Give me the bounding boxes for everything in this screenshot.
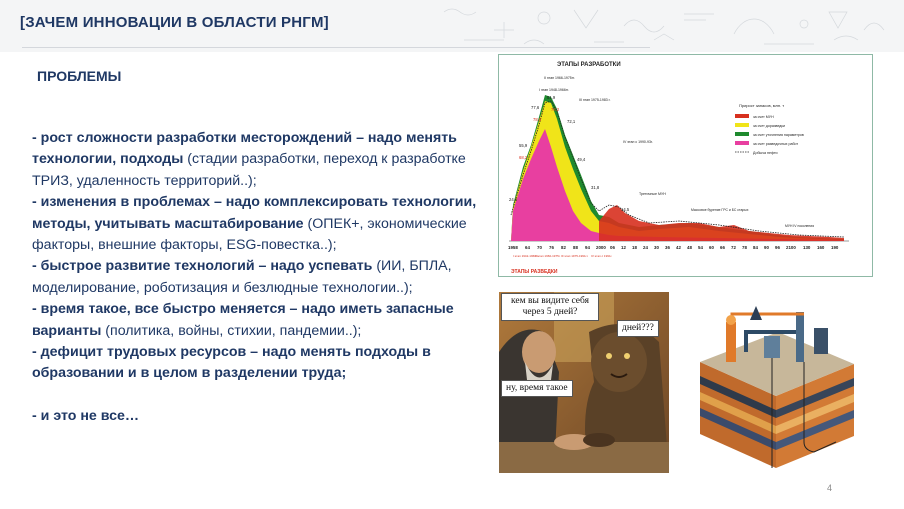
svg-text:14,5: 14,5 xyxy=(621,207,630,212)
svg-text:06: 06 xyxy=(610,245,615,250)
svg-text:за счет разведочных работ: за счет разведочных работ xyxy=(753,142,799,146)
svg-text:190: 190 xyxy=(831,245,839,250)
svg-text:МУН IV поколения: МУН IV поколения xyxy=(785,224,815,228)
list-item: - время такое, все быстро меняется – надо иметь запасные варианты (политика, войны, стихии, пандемии..); xyxy=(32,301,454,339)
title-divider xyxy=(22,47,650,48)
meme-reply-bubble: дней??? xyxy=(617,320,659,337)
svg-text:84: 84 xyxy=(753,245,758,250)
svg-text:18: 18 xyxy=(632,245,637,250)
svg-text:160: 160 xyxy=(817,245,825,250)
chart-image xyxy=(499,55,872,276)
meme-image xyxy=(499,292,669,473)
formula-doodle-decoration xyxy=(434,0,904,52)
svg-text:II этап 1960-1975г.: II этап 1960-1975г. xyxy=(535,254,561,258)
svg-text:36: 36 xyxy=(665,245,670,250)
svg-text:48: 48 xyxy=(687,245,692,250)
page-number: 4 xyxy=(827,483,833,493)
svg-text:24: 24 xyxy=(643,245,648,250)
stage-label: IV этап с 1990-93г. xyxy=(623,140,653,144)
svg-text:IV этап с 1991г.: IV этап с 1991г. xyxy=(591,254,613,258)
svg-text:ЭТАПЫ РАЗВЕДКИ: ЭТАПЫ РАЗВЕДКИ xyxy=(511,269,558,275)
svg-text:за счет МУН: за счет МУН xyxy=(753,115,774,119)
svg-text:Третичные МУН: Третичные МУН xyxy=(639,192,666,196)
svg-text:94: 94 xyxy=(585,245,590,250)
svg-text:51,9: 51,9 xyxy=(547,95,556,100)
svg-text:12: 12 xyxy=(621,245,626,250)
svg-text:за счет доразведки: за счет доразведки xyxy=(753,124,785,128)
svg-text:III этап 1975-1991гг.: III этап 1975-1991гг. xyxy=(561,254,589,258)
svg-text:82: 82 xyxy=(561,245,566,250)
svg-text:Добыча нефти: Добыча нефти xyxy=(753,151,778,155)
svg-text:2100: 2100 xyxy=(786,245,796,250)
chart-title: ЭТАПЫ РАЗРАБОТКИ xyxy=(557,62,621,68)
svg-text:31,8: 31,8 xyxy=(591,185,600,190)
svg-text:70: 70 xyxy=(537,245,542,250)
list-item: - быстрое развитие технологий – надо успевать (ИИ, БПЛА, моделирование, роботизация и безлюдные технологии..); xyxy=(32,258,452,296)
svg-text:77,6: 77,6 xyxy=(531,105,540,110)
svg-text:88: 88 xyxy=(573,245,578,250)
svg-text:64: 64 xyxy=(525,245,530,250)
list-item: - дефицит трудовых ресурсов – надо менять подходы в образовании и в целом в разделении труда; xyxy=(32,344,431,382)
stage-label: II этап 1966-1975гг. xyxy=(544,76,575,80)
svg-text:72,1: 72,1 xyxy=(567,119,576,124)
stage-label: III этап 1975-1983 г. xyxy=(579,98,611,102)
svg-text:Прирост запасов, млн. т: Прирост запасов, млн. т xyxy=(739,103,785,108)
svg-text:78: 78 xyxy=(742,245,747,250)
svg-text:за счет уточнения параметров: за счет уточнения параметров xyxy=(753,133,804,137)
problem-list xyxy=(32,128,477,427)
svg-text:96: 96 xyxy=(775,245,780,250)
meme-question-bubble: кем вы видите себя через 5 дней? xyxy=(501,293,599,321)
list-item: - рост сложности разработки месторождений – надо менять технологии, подходы (стадии разработки, переход к разработке ТРИЗ, удаленность территорий..); xyxy=(32,130,466,189)
svg-text:54: 54 xyxy=(698,245,703,250)
svg-text:60: 60 xyxy=(709,245,714,250)
x-axis-ticks xyxy=(508,245,839,250)
svg-text:72: 72 xyxy=(731,245,736,250)
oilfield-cross-section-image xyxy=(686,292,868,473)
list-item: - изменения в проблемах – надо комплексировать технологии, методы, учитывать масштабирование (ОПЕК+, экономические факторы, внешние факторы, ESG-повестка..); xyxy=(32,194,477,254)
section-heading: ПРОБЛЕМЫ xyxy=(37,68,122,84)
svg-text:90: 90 xyxy=(764,245,769,250)
svg-text:130: 130 xyxy=(803,245,811,250)
closing-line: - и это не все… xyxy=(32,407,140,424)
svg-text:49,4: 49,4 xyxy=(577,157,586,162)
svg-text:68,2: 68,2 xyxy=(519,155,528,160)
stage-label: I этап 1948-1966гг. xyxy=(539,88,569,92)
meme-answer-bubble: ну, время такое xyxy=(501,380,573,397)
slide-title: [ЗАЧЕМ ИННОВАЦИИ В ОБЛАСТИ РНГМ] xyxy=(20,14,329,31)
svg-text:66: 66 xyxy=(720,245,725,250)
development-stages-chart xyxy=(498,54,873,277)
svg-text:42: 42 xyxy=(676,245,681,250)
svg-text:I этап 1942-1960гг.: I этап 1942-1960гг. xyxy=(513,254,539,258)
svg-text:76,2: 76,2 xyxy=(551,107,560,112)
svg-text:55,9: 55,9 xyxy=(519,143,528,148)
svg-text:2000: 2000 xyxy=(596,245,606,250)
svg-text:30: 30 xyxy=(654,245,659,250)
svg-text:76: 76 xyxy=(549,245,554,250)
svg-text:1958: 1958 xyxy=(508,245,518,250)
svg-text:78,8: 78,8 xyxy=(533,117,542,122)
svg-text:24,6: 24,6 xyxy=(509,197,518,202)
svg-text:Массовое бурение ГРС и БС стар: Массовое бурение ГРС и БС старых xyxy=(691,208,749,212)
